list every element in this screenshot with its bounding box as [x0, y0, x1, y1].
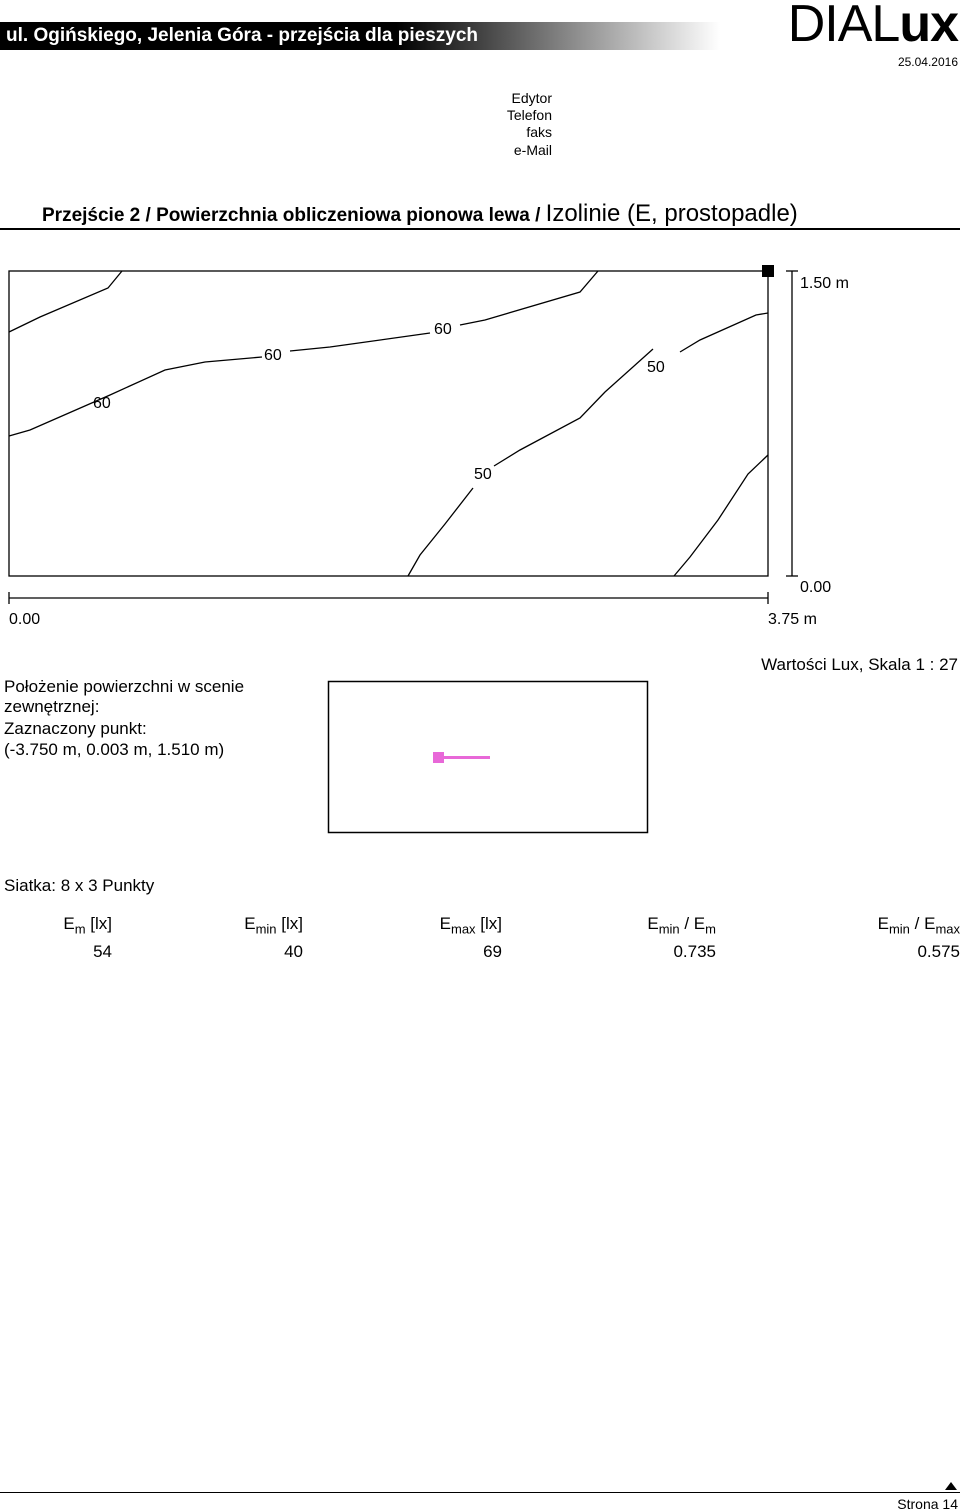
- page-up-arrow-icon: [944, 1481, 958, 1491]
- value-emin: 40: [284, 942, 303, 961]
- contour-line-4: [460, 271, 598, 325]
- y-max-label: 1.50 m: [800, 275, 849, 292]
- logo-text-bold: ux: [899, 0, 958, 53]
- contour-line-7: [494, 349, 653, 466]
- section-title-prefix: Przejście 2 / Powierzchnia obliczeniowa pionowa lewa /: [42, 205, 541, 226]
- scene-overview: [320, 675, 660, 840]
- contour-label-50a: 50: [647, 359, 665, 376]
- selected-point-marker: [762, 265, 774, 277]
- location-line-1: Położenie powierzchni w scenie: [4, 677, 245, 696]
- document-date: 25.04.2016: [897, 55, 958, 69]
- scale-label: Wartości Lux, Skala 1 : 27: [761, 655, 958, 674]
- header-emin-em: $E_{min} / E_m$: [647, 914, 716, 937]
- plot-frame: [9, 271, 768, 576]
- location-line-2: zewnętrznej:: [4, 697, 100, 716]
- email-label: e-Mail: [513, 142, 552, 158]
- header-emin: $E_{min}$ [lx]: [244, 914, 303, 937]
- contour-label-50b: 50: [474, 466, 492, 483]
- scene-surface-marker: [433, 752, 444, 763]
- value-emax: 69: [483, 942, 502, 961]
- contour-line-8: [674, 455, 768, 576]
- value-emin-emax: 0.575: [917, 942, 960, 961]
- contour-label-60a: 60: [93, 395, 111, 412]
- page-number: Strona 14: [897, 1496, 958, 1512]
- section-title-suffix: Izolinie (E, prostopadle): [545, 200, 798, 227]
- contour-label-60b: 60: [264, 347, 282, 364]
- document-title: ul. Ogińskiego, Jelenia Góra - przejścia dla pieszych: [6, 25, 478, 46]
- x-min-label: 0.00: [9, 611, 41, 628]
- phone-label: Telefon: [506, 107, 552, 123]
- grid-label: Siatka: 8 x 3 Punkty: [4, 876, 155, 895]
- contour-line-6: [408, 488, 473, 576]
- location-line-3: Zaznaczony punkt:: [4, 719, 147, 738]
- contour-label-60c: 60: [434, 321, 452, 338]
- value-emin-em: 0.735: [673, 942, 716, 961]
- header-emin-emax: $E_{min} / E_{max}$: [877, 914, 960, 937]
- fax-label: faks: [526, 124, 552, 140]
- y-min-label: 0.00: [800, 579, 832, 596]
- location-line-4: (-3.750 m, 0.003 m, 1.510 m): [4, 740, 225, 759]
- value-em: 54: [93, 942, 112, 961]
- contour-line-5: [680, 313, 768, 352]
- contour-line-2: [9, 357, 262, 436]
- contour-line-1: [9, 271, 122, 332]
- footer-rule: [0, 1492, 960, 1493]
- logo-text-thin: DIAL: [787, 0, 900, 53]
- editor-label: Edytor: [511, 90, 552, 106]
- isoline-plot: [0, 0, 960, 640]
- header-emax: $E_{max}$ [lx]: [439, 914, 502, 937]
- contour-line-3: [290, 333, 430, 351]
- header-em: $E_m$ [lx]: [63, 914, 112, 937]
- x-max-label: 3.75 m: [768, 611, 817, 628]
